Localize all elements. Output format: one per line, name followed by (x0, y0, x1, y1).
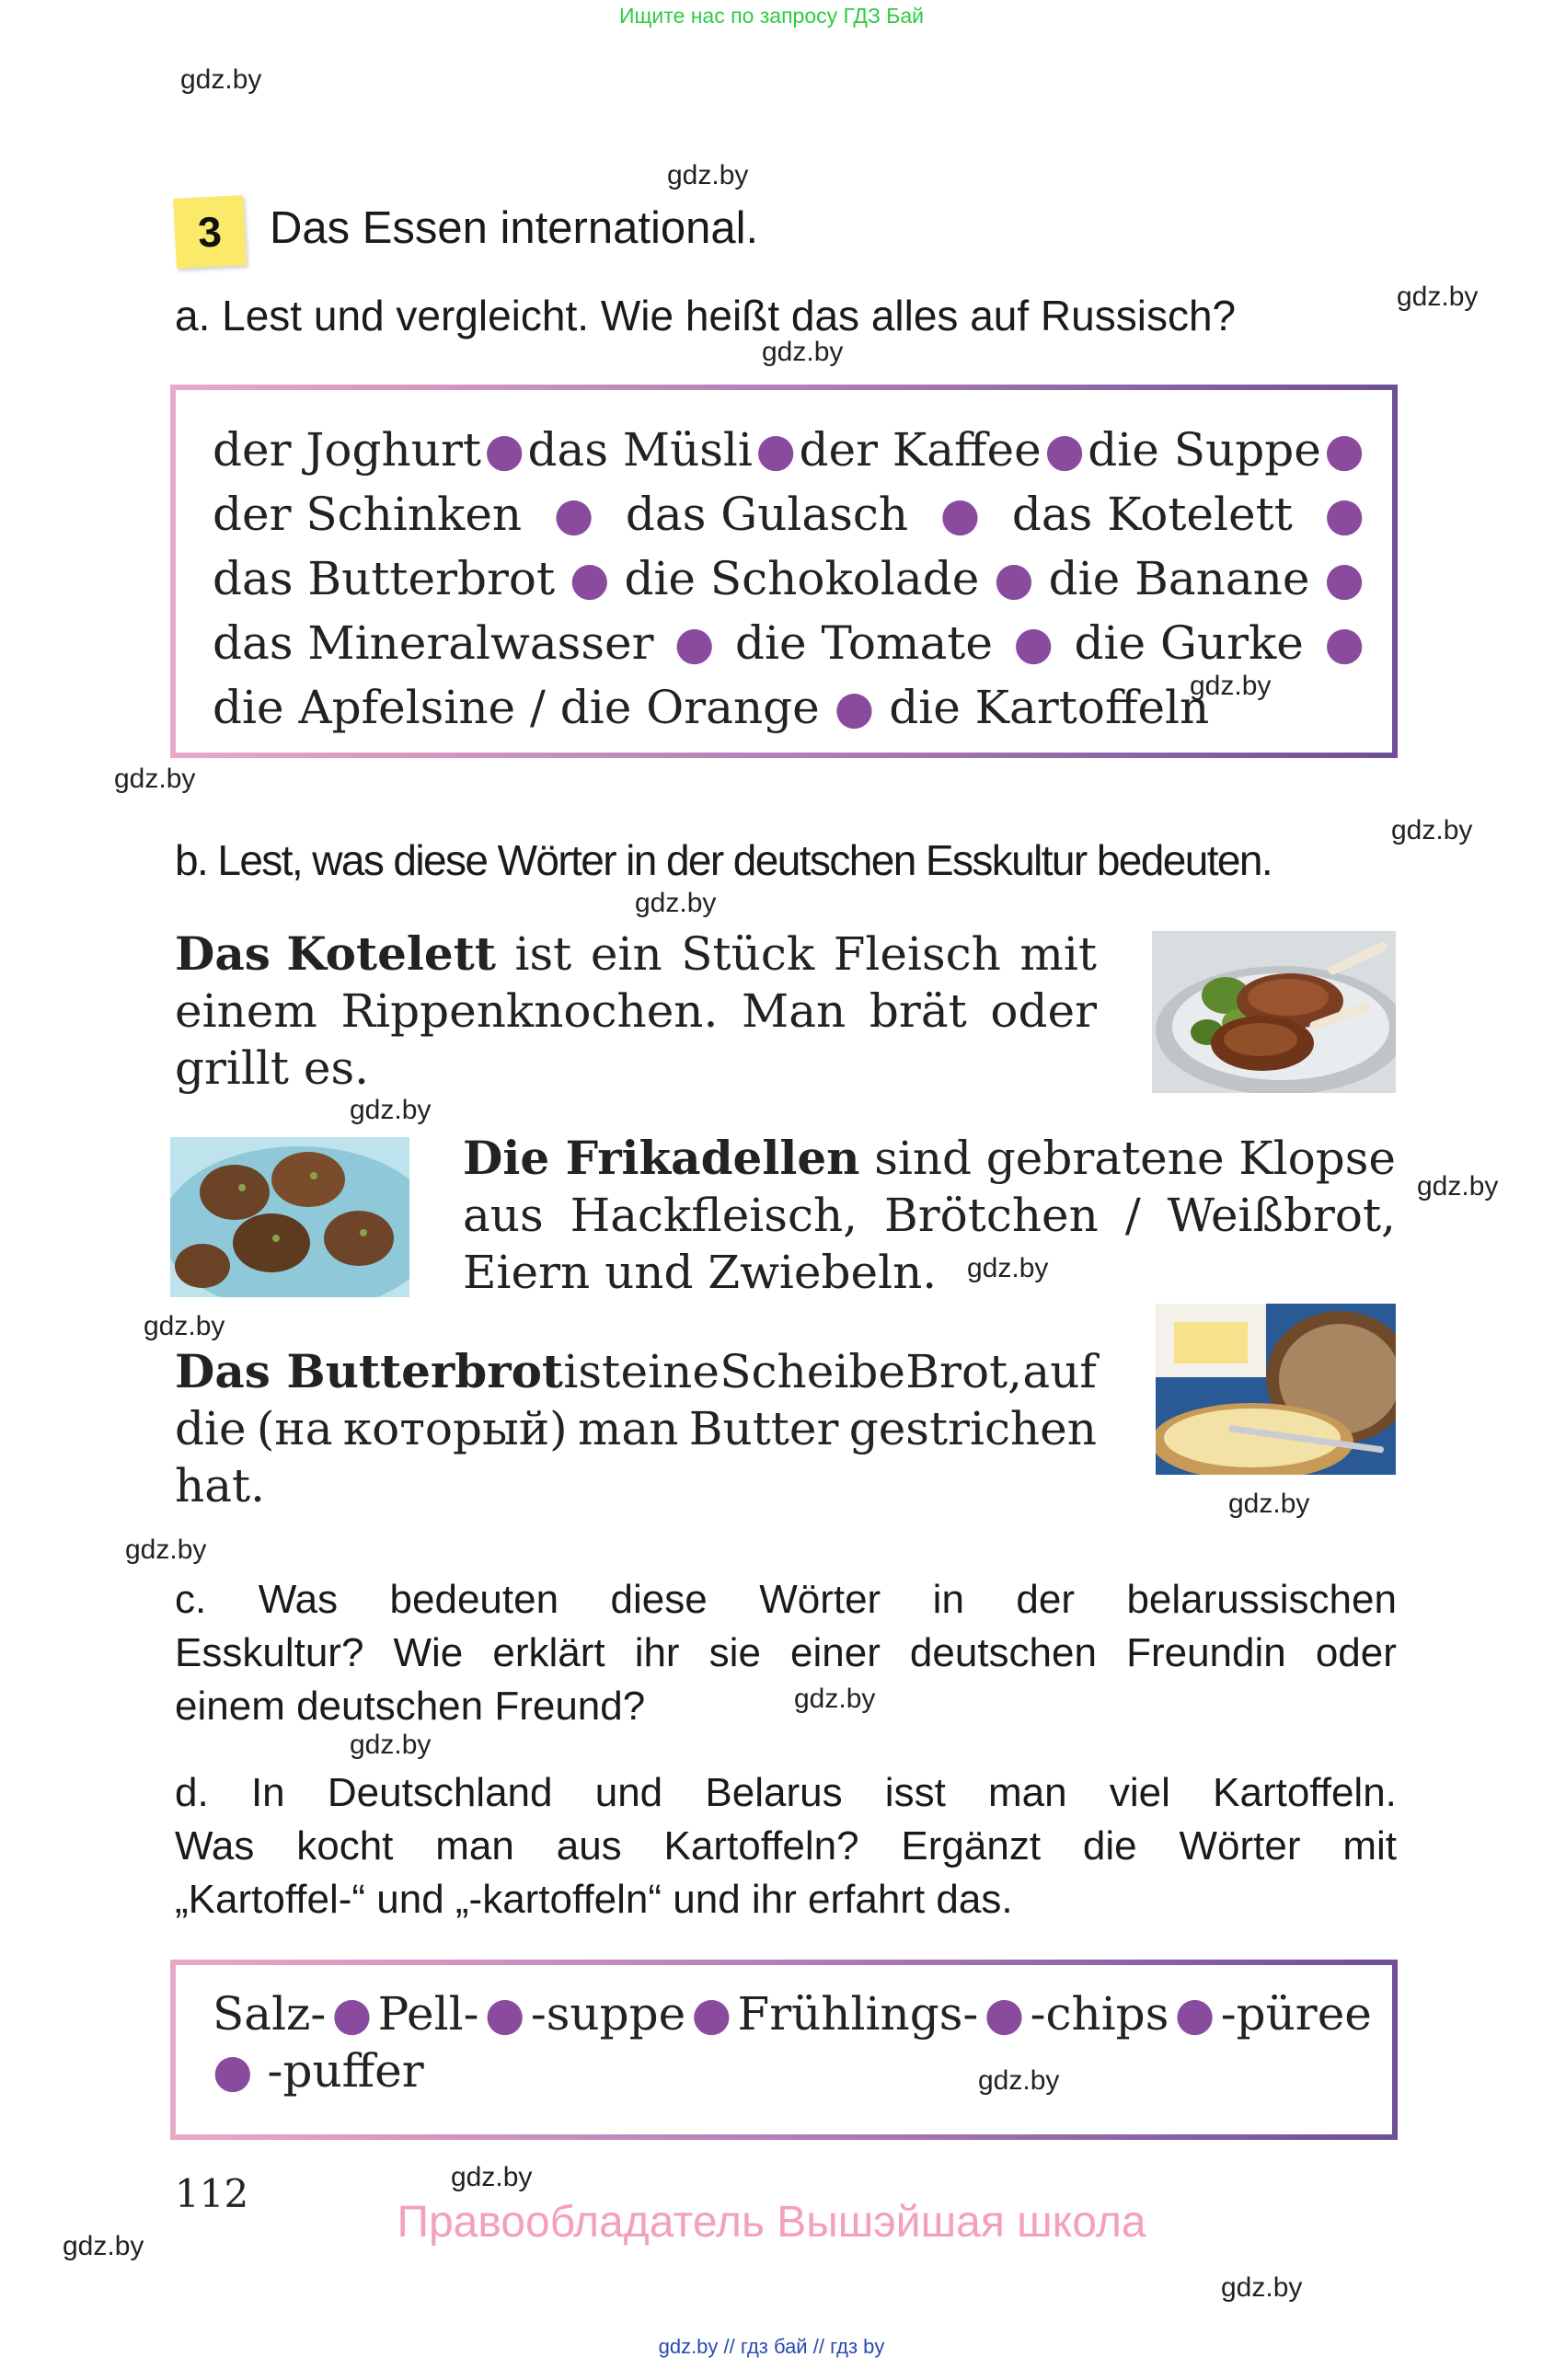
word: oder (1315, 1630, 1397, 1675)
bullet-icon: ● (939, 488, 981, 541)
bullet-icon: ● (994, 552, 1034, 605)
word: der (1016, 1577, 1075, 1622)
kotelett-photo (1152, 931, 1396, 1093)
word: Brot, (905, 1345, 1023, 1398)
paragraph-line (175, 983, 1097, 1040)
word: Stück (681, 927, 815, 981)
word: mit (1342, 1823, 1397, 1868)
footer-separator: // (812, 2335, 824, 2358)
watermark: gdz.by (1397, 282, 1479, 312)
watermark: gdz.by (1221, 2272, 1303, 2303)
bullet-icon: ● (834, 681, 875, 734)
vocabulary-line (213, 546, 1365, 611)
butterbrot-term: Das Butterbrot (175, 1344, 564, 1398)
kotelett-photo-illustration (1152, 931, 1396, 1093)
paragraph-line (175, 1343, 1097, 1400)
word: ein (590, 927, 662, 981)
vocabulary-list (213, 418, 1365, 740)
vocabulary-word: die Apfelsine / die Orange (213, 681, 820, 734)
paragraph-line (175, 926, 1097, 983)
kartoffel-word: -chips (1030, 1987, 1169, 2041)
word: man (988, 1770, 1067, 1815)
word: ihr (634, 1630, 680, 1675)
bullet-icon: ● (553, 488, 594, 541)
vocabulary-word: der Kaffee (799, 423, 1042, 477)
word: Man (742, 984, 846, 1038)
word: einem (175, 984, 317, 1038)
word: eine (620, 1345, 720, 1398)
watermark: gdz.by (667, 160, 749, 190)
watermark: gdz.by (63, 2231, 144, 2261)
vocabulary-line (213, 675, 1365, 740)
watermark: gdz.by (350, 1730, 432, 1760)
bullet-icon: ● (1324, 423, 1365, 477)
word: erklärt (492, 1630, 605, 1675)
word: (на (256, 1402, 333, 1455)
word: ist (514, 927, 572, 981)
word: viel (1109, 1770, 1170, 1815)
word: die (175, 1402, 247, 1455)
word: который) (342, 1402, 568, 1455)
watermark: gdz.by (635, 888, 717, 918)
frikadellen-photo-illustration (170, 1137, 409, 1297)
vocabulary-word: der Joghurt (213, 423, 481, 477)
butterbrot-photo-illustration (1156, 1304, 1396, 1475)
word: ist (563, 1345, 621, 1398)
kotelett-term: Das Kotelett (175, 926, 496, 981)
paragraph-line (175, 1400, 1097, 1457)
watermark: gdz.by (978, 2065, 1060, 2096)
word: Wörter (759, 1577, 881, 1622)
word: Ergänzt (901, 1823, 1042, 1868)
bullet-icon: ● (1174, 1987, 1215, 2041)
bullet-icon: ● (213, 2044, 253, 2098)
watermark: gdz.by (144, 1311, 225, 1341)
word: bedeuten (389, 1577, 559, 1622)
word: die (1082, 1823, 1137, 1868)
kartoffel-word-list (213, 1985, 1372, 2099)
footer-link[interactable]: gdz.by (658, 2335, 719, 2358)
vocabulary-word: das Gulasch (625, 488, 909, 541)
watermark: gdz.by (180, 64, 262, 95)
word: Belarus (705, 1770, 843, 1815)
vocabulary-word: das Mineralwasser (213, 616, 654, 670)
paragraph-line: Eiern und Zwiebeln. (463, 1246, 938, 1299)
word: auf (1022, 1345, 1097, 1398)
top-notice: Ищите нас по запросу ГДЗ Бай (618, 4, 925, 28)
bullet-icon: ● (691, 1987, 732, 2041)
word: isst (884, 1770, 946, 1815)
vocabulary-word: die Suppe (1088, 423, 1321, 477)
paragraph-line: „Kartoffel-“ und „-kartoffeln“ und ihr erfahrt das. (175, 1877, 1013, 1922)
watermark: gdz.by (1391, 815, 1473, 845)
kartoffel-line (213, 1985, 1372, 2042)
vocabulary-word: das Müsli (527, 423, 753, 477)
bullet-icon: ● (569, 552, 610, 605)
bullet-icon: ● (1324, 488, 1365, 541)
word: sie (708, 1630, 761, 1675)
paragraph-line (175, 1627, 1397, 1680)
watermark: gdz.by (114, 764, 196, 794)
word: d. (175, 1770, 209, 1815)
vocabulary-line (213, 418, 1365, 482)
word: gestrichen (848, 1402, 1097, 1455)
bullet-icon: ● (484, 423, 525, 477)
footer-link[interactable]: гдз by (830, 2335, 885, 2358)
paragraph-line: grillt es. (175, 1041, 370, 1095)
task-a-heading: a. Lest und vergleicht. Wie heißt das alles auf Russisch? (175, 292, 1237, 339)
word: man (577, 1402, 679, 1455)
word: oder (990, 984, 1097, 1038)
kartoffel-word: Frühlings- (737, 1987, 979, 2041)
vocabulary-box (170, 385, 1398, 758)
word: Fleisch (833, 927, 1001, 981)
vocabulary-word: die Schokolade (624, 552, 980, 605)
watermark: gdz.by (762, 337, 844, 367)
word: gebratene (985, 1132, 1225, 1185)
task-d (175, 1766, 1397, 1926)
word: c. (175, 1577, 207, 1622)
vocabulary-line (213, 482, 1365, 546)
word: Was (175, 1823, 255, 1868)
footer-link[interactable]: гдз бай (740, 2335, 808, 2358)
task-c (175, 1573, 1397, 1733)
word: brät (869, 984, 967, 1038)
exercise-number-badge: 3 (173, 195, 247, 269)
word: Scheibe (720, 1345, 905, 1398)
frikadellen-term: Die Frikadellen (463, 1131, 860, 1185)
page-number: 112 (175, 2171, 249, 2216)
paragraph-line (463, 1130, 1396, 1187)
watermark: gdz.by (794, 1684, 876, 1714)
kartoffel-word: Pell- (377, 1987, 479, 2041)
vocabulary-word: die Kartoffeln (889, 681, 1210, 734)
vocabulary-word: die Banane (1048, 552, 1310, 605)
frikadellen-photo (170, 1137, 409, 1297)
word: Kartoffeln? (663, 1823, 859, 1868)
word: Hackfleisch, (570, 1189, 858, 1242)
vocabulary-word: das Kotelett (1011, 488, 1293, 541)
word: aus (463, 1189, 544, 1242)
exercise-title: Das Essen international. (270, 203, 759, 253)
word: In (250, 1770, 285, 1815)
kartoffel-word: -puffer (267, 2044, 424, 2098)
watermark: gdz.by (967, 1253, 1049, 1283)
word: sind (874, 1132, 973, 1185)
bullet-icon: ● (484, 1987, 525, 2041)
watermark: gdz.by (1228, 1489, 1310, 1519)
kartoffel-box (170, 1960, 1398, 2140)
vocabulary-word: das Butterbrot (213, 552, 556, 605)
kartoffel-line (213, 2042, 1372, 2099)
bullet-icon: ● (1044, 423, 1085, 477)
word: Butter (688, 1402, 839, 1455)
word: Kartoffeln. (1213, 1770, 1397, 1815)
watermark: gdz.by (451, 2162, 533, 2192)
vocabulary-word: die Tomate (734, 616, 993, 670)
watermark: gdz.by (1190, 671, 1272, 701)
word: Wörter (1179, 1823, 1301, 1868)
word: deutschen (909, 1630, 1097, 1675)
word: Rippenknochen. (340, 984, 719, 1038)
word: Esskultur? (175, 1630, 364, 1675)
vocabulary-word: der Schinken (213, 488, 523, 541)
frikadellen-paragraph (463, 1130, 1396, 1301)
word: Klopse (1238, 1132, 1396, 1185)
word: Freundin (1126, 1630, 1286, 1675)
watermark: gdz.by (350, 1095, 432, 1125)
bullet-icon: ● (674, 616, 715, 670)
word: aus (556, 1823, 622, 1868)
kartoffel-word: -püree (1220, 1987, 1372, 2041)
watermark: gdz.by (1417, 1171, 1499, 1201)
word: Weißbrot, (1167, 1189, 1396, 1242)
bullet-icon: ● (1324, 616, 1365, 670)
word: mit (1019, 927, 1097, 981)
bottom-links (0, 2335, 1543, 2359)
bullet-icon: ● (331, 1987, 373, 2041)
word: Was (258, 1577, 339, 1622)
task-b-heading: b. Lest, was diese Wörter in der deutschen Esskultur bedeuten. (175, 836, 1272, 884)
paragraph-line (175, 1820, 1397, 1873)
bullet-icon: ● (755, 423, 797, 477)
copyright-notice: Правообладатель Вышэйшая школа (397, 2198, 1146, 2247)
kartoffel-word: -suppe (530, 1987, 686, 2041)
word: belarussischen (1126, 1577, 1397, 1622)
word: diese (610, 1577, 708, 1622)
word: Deutschland (327, 1770, 553, 1815)
paragraph-line: hat. (175, 1459, 265, 1512)
kartoffel-word: Salz- (213, 1987, 327, 2041)
bullet-icon: ● (1013, 616, 1054, 670)
butterbrot-photo (1156, 1304, 1396, 1475)
watermark: gdz.by (125, 1535, 207, 1565)
word: einer (790, 1630, 881, 1675)
word: Wie (393, 1630, 464, 1675)
word: und (594, 1770, 663, 1815)
kotelett-paragraph (175, 926, 1097, 1097)
word: / (1124, 1189, 1141, 1242)
word: man (435, 1823, 514, 1868)
vocabulary-word: die Gurke (1074, 616, 1304, 670)
word: in (932, 1577, 964, 1622)
footer-separator: // (723, 2335, 735, 2358)
vocabulary-line (213, 611, 1365, 675)
word: kocht (296, 1823, 394, 1868)
word: Brötchen (884, 1189, 1099, 1242)
paragraph-line: einem deutschen Freund? (175, 1684, 646, 1729)
paragraph-line (463, 1187, 1396, 1244)
bullet-icon: ● (1324, 552, 1365, 605)
paragraph-line (175, 1766, 1397, 1820)
paragraph-line (175, 1573, 1397, 1627)
bullet-icon: ● (984, 1987, 1025, 2041)
butterbrot-paragraph (175, 1343, 1097, 1514)
